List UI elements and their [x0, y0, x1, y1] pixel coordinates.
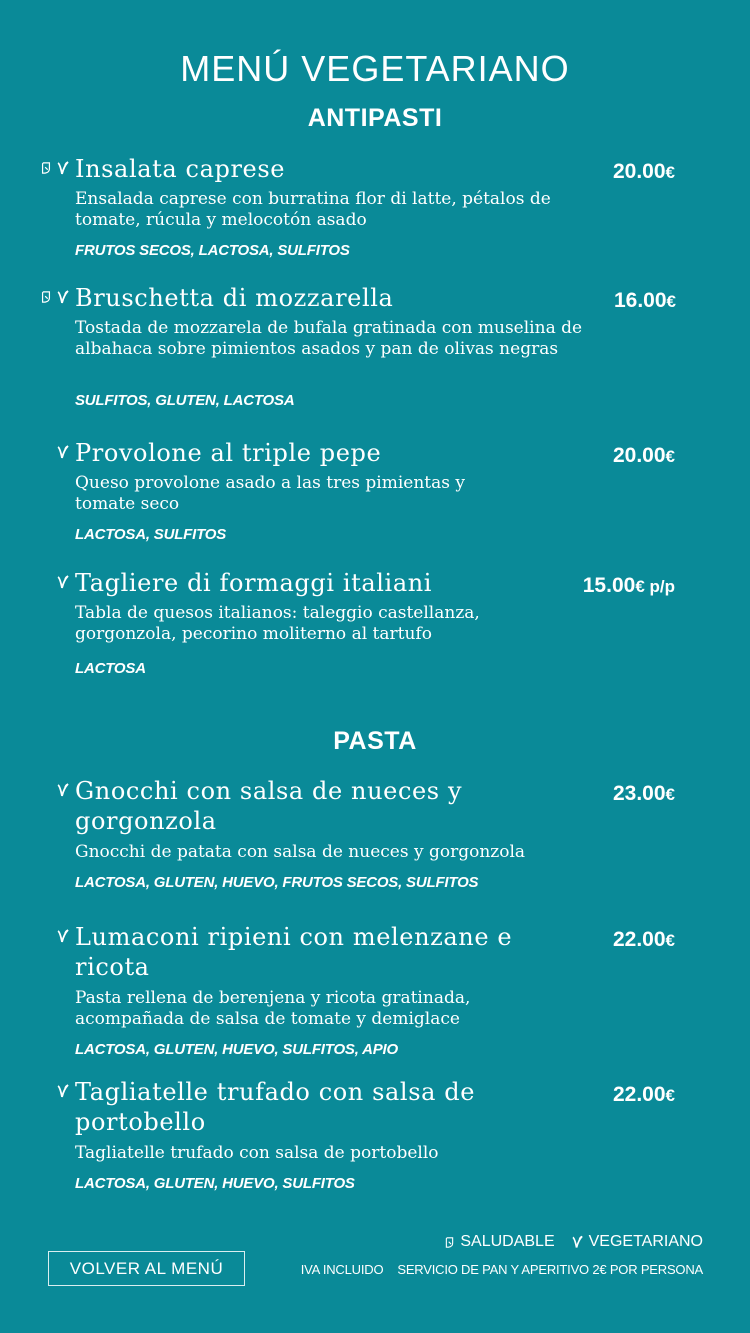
item-price: 16.00€ — [613, 289, 676, 312]
section-title-pasta: PASTA — [333, 727, 417, 755]
item-price: 20.00€ — [612, 160, 675, 183]
legend-healthy-label: SALUDABLE — [460, 1233, 555, 1250]
item-icons — [26, 440, 70, 464]
item-allergens: LACTOSA — [75, 660, 146, 677]
iva-note: IVA INCLUIDO — [300, 1262, 384, 1277]
item-icons — [26, 285, 70, 309]
item-icons — [26, 1079, 70, 1103]
healthy-icon — [444, 1235, 455, 1250]
item-description: Pasta rellena de berenjena y ricota gratinada, acompañada de salsa de tomate y demiglace — [75, 988, 471, 1029]
item-price: 20.00€ — [612, 444, 675, 467]
item-allergens: LACTOSA, GLUTEN, HUEVO, FRUTOS SECOS, SULFITOS — [75, 874, 479, 891]
item-price: 15.00€ p/p — [582, 574, 675, 597]
section-title-antipasti: ANTIPASTI — [307, 104, 443, 132]
footer-note — [301, 1262, 703, 1277]
item-icons — [26, 570, 70, 594]
item-description: Ensalada caprese con burratina flor di latte, pétalos de tomate, rúcula y melocotón asado — [75, 189, 551, 230]
service-note: SERVICIO DE PAN Y APERITIVO 2€ POR PERSONA — [397, 1262, 703, 1277]
item-name: Lumaconi ripieni con melenzane e ricota — [75, 923, 513, 981]
vegetarian-icon — [56, 781, 70, 799]
legend-healthy — [444, 1233, 554, 1251]
vegetarian-icon — [56, 288, 70, 306]
item-name: Insalata caprese — [75, 155, 286, 183]
legend-vegetarian-label: VEGETARIANO — [588, 1233, 703, 1250]
vegetarian-icon — [56, 443, 70, 461]
item-allergens: SULFITOS, GLUTEN, LACTOSA — [75, 392, 295, 409]
back-to-menu-button[interactable]: VOLVER AL MENÚ — [48, 1251, 245, 1286]
item-description: Gnocchi de patata con salsa de nueces y gorgonzola — [75, 842, 526, 862]
page-title: MENÚ VEGETARIANO — [180, 48, 570, 89]
item-allergens: LACTOSA, SULFITOS — [75, 526, 227, 543]
icon-legend — [434, 1233, 703, 1251]
item-icons — [26, 778, 70, 802]
item-name: Gnocchi con salsa de nueces y gorgonzola — [75, 777, 463, 835]
vegetarian-icon — [571, 1234, 584, 1250]
item-description: Tabla de quesos italianos: taleggio castellanza, gorgonzola, pecorino moliterno al tartufo — [75, 603, 480, 644]
item-price: 22.00€ — [612, 1083, 675, 1106]
vegetarian-icon — [56, 927, 70, 945]
item-allergens: FRUTOS SECOS, LACTOSA, SULFITOS — [75, 242, 350, 259]
healthy-icon — [40, 160, 52, 176]
item-price: 22.00€ — [612, 928, 675, 951]
item-description: Queso provolone asado a las tres pimientas y tomate seco — [75, 473, 465, 514]
item-allergens: LACTOSA, GLUTEN, HUEVO, SULFITOS, APIO — [75, 1041, 398, 1058]
item-name: Bruschetta di mozzarella — [75, 284, 394, 312]
vegetarian-icon — [56, 1082, 70, 1100]
item-icons — [26, 156, 70, 180]
item-name: Tagliatelle trufado con salsa de portobello — [75, 1078, 476, 1136]
vegetarian-icon — [56, 159, 70, 177]
item-description: Tostada de mozzarela de bufala gratinada con muselina de albahaca sobre pimientos asados y pan de olivas negras — [75, 318, 583, 359]
healthy-icon — [40, 289, 52, 305]
item-price: 23.00€ — [612, 782, 675, 805]
item-description: Tagliatelle trufado con salsa de portobello — [75, 1143, 439, 1163]
item-name: Provolone al triple pepe — [75, 439, 382, 467]
legend-vegetarian — [571, 1233, 703, 1251]
vegetarian-icon — [56, 573, 70, 591]
item-icons — [26, 924, 70, 948]
item-allergens: LACTOSA, GLUTEN, HUEVO, SULFITOS — [75, 1175, 355, 1192]
item-name: Tagliere di formaggi italiani — [75, 569, 433, 597]
